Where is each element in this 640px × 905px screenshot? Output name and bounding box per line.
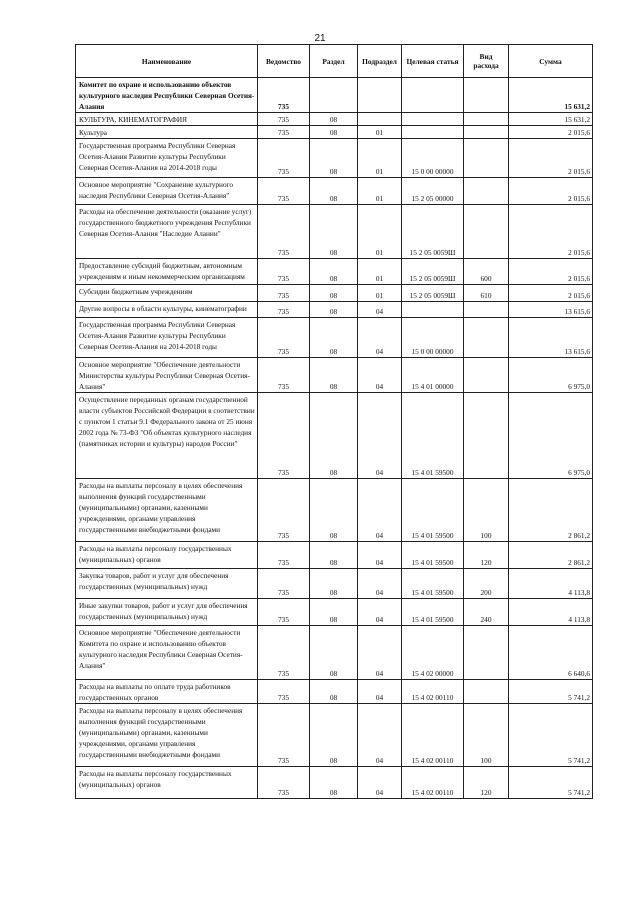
table-row [76, 259, 593, 285]
row-name: Закупка товаров, работ и услуг для обеспечения государственных (муниципальных) нужд [76, 569, 258, 599]
row-target: 15 4 01 59500 [402, 542, 464, 569]
row-section: 08 [310, 318, 358, 358]
row-section: 08 [310, 126, 358, 139]
table-row [76, 302, 593, 318]
row-subsection: 01 [358, 205, 402, 259]
row-target: 15 2 05 0059Ш [402, 285, 464, 302]
row-sum: 2 015,6 [509, 139, 593, 178]
row-name: Основное мероприятие "Сохранение культурного наследия Республики Северная Осетия-Алания" [76, 178, 258, 205]
row-name: Расходы на обеспечение деятельности (оказание услуг) государственного бюджетного учреждения Республики Северная Осетия-Алания "Наследие Алании" [76, 205, 258, 259]
row-subsection: 01 [358, 178, 402, 205]
row-exp-type: 240 [464, 599, 509, 626]
row-sum: 2 861,2 [509, 479, 593, 542]
table-row [76, 178, 593, 205]
row-name: Другие вопросы в области культуры, кинематографии [76, 302, 258, 318]
row-target [402, 126, 464, 139]
row-target [402, 302, 464, 318]
row-dept: 735 [258, 393, 310, 479]
row-subsection: 04 [358, 479, 402, 542]
row-dept: 735 [258, 542, 310, 569]
row-target: 15 4 01 59500 [402, 479, 464, 542]
page-number: 21 [314, 33, 326, 44]
row-dept: 735 [258, 302, 310, 318]
row-sum: 2 015,6 [509, 285, 593, 302]
row-section: 08 [310, 358, 358, 393]
row-exp-type [464, 626, 509, 680]
row-dept: 735 [258, 259, 310, 285]
table-row [76, 626, 593, 680]
row-exp-type [464, 78, 509, 113]
row-name: Основное мероприятие "Обеспечение деятельности Комитета по охране и использованию объектов культурного наследия Республики Северная Осетия-Алания" [76, 626, 258, 680]
table-row [76, 479, 593, 542]
row-dept: 735 [258, 113, 310, 126]
header-name: Наименование [76, 45, 258, 78]
table-row [76, 205, 593, 259]
row-dept: 735 [258, 767, 310, 799]
row-name: Расходы на выплаты персоналу государственных (муниципальных) органов [76, 542, 258, 569]
row-section: 08 [310, 542, 358, 569]
table-row [76, 126, 593, 139]
row-section: 08 [310, 302, 358, 318]
row-target: 15 2 05 0059Ш [402, 205, 464, 259]
row-subsection: 04 [358, 599, 402, 626]
row-exp-type: 100 [464, 479, 509, 542]
row-sum: 6 640,6 [509, 626, 593, 680]
row-exp-type [464, 178, 509, 205]
table-row [76, 139, 593, 178]
row-subsection: 04 [358, 393, 402, 479]
row-dept: 735 [258, 78, 310, 113]
row-name: Культура [76, 126, 258, 139]
row-sum: 5 741,2 [509, 767, 593, 799]
row-section: 08 [310, 680, 358, 704]
row-exp-type [464, 393, 509, 479]
row-dept: 735 [258, 318, 310, 358]
row-section: 08 [310, 626, 358, 680]
row-section: 08 [310, 205, 358, 259]
row-exp-type: 610 [464, 285, 509, 302]
row-sum: 2 015,6 [509, 126, 593, 139]
row-name: Расходы на выплаты персоналу государственных (муниципальных) органов [76, 767, 258, 799]
row-dept: 735 [258, 178, 310, 205]
row-section [310, 78, 358, 113]
header-exp-type: Вид расхода [464, 45, 509, 78]
row-target: 15 4 01 59500 [402, 393, 464, 479]
row-target: 15 4 01 00000 [402, 358, 464, 393]
row-name: Государственная программа Республики Северная Осетия-Алания Развитие культуры Республики Северная Осетия-Алания на 2014-2018 годы [76, 139, 258, 178]
row-section: 08 [310, 113, 358, 126]
row-dept: 735 [258, 126, 310, 139]
row-dept: 735 [258, 285, 310, 302]
table-header-row [76, 45, 593, 78]
row-target [402, 113, 464, 126]
table-row [76, 318, 593, 358]
row-target: 15 4 01 59500 [402, 569, 464, 599]
table-row [76, 358, 593, 393]
row-sum: 13 615,6 [509, 302, 593, 318]
row-name: Комитет по охране и использованию объектов культурного наследия Республики Северная Осетия-Алания [76, 78, 258, 113]
row-exp-type [464, 139, 509, 178]
row-name: Иные закупки товаров, работ и услуг для обеспечения государственных (муниципальных) нужд [76, 599, 258, 626]
row-sum: 6 975,0 [509, 393, 593, 479]
row-dept: 735 [258, 205, 310, 259]
row-sum: 2 015,6 [509, 205, 593, 259]
row-target: 15 4 02 00000 [402, 626, 464, 680]
row-target: 15 0 00 00000 [402, 139, 464, 178]
row-subsection: 04 [358, 626, 402, 680]
row-subsection: 04 [358, 767, 402, 799]
row-subsection: 04 [358, 358, 402, 393]
row-name: Осуществление переданных органам государственной власти субъектов Российской Федерации в соответствии с пунктом 1 статьи 9.1 Федерального закона от 25 июня 2002 года № 73-ФЗ "Об объектах культурного наследия (памятниках истории и культуры) народов России" [76, 393, 258, 479]
row-target: 15 2 05 00000 [402, 178, 464, 205]
header-section: Раздел [310, 45, 358, 78]
row-name: Основное мероприятие "Обеспечение деятельности Министерства культуры Республики Северная Осетия-Алания" [76, 358, 258, 393]
row-subsection: 01 [358, 259, 402, 285]
row-sum: 2 015,6 [509, 259, 593, 285]
row-subsection: 04 [358, 704, 402, 767]
row-subsection [358, 78, 402, 113]
header-dept: Ведомство [258, 45, 310, 78]
table-row [76, 285, 593, 302]
row-sum: 4 113,8 [509, 599, 593, 626]
row-exp-type [464, 680, 509, 704]
row-dept: 735 [258, 358, 310, 393]
row-name: Расходы на выплаты по оплате труда работников государственных органов [76, 680, 258, 704]
row-section: 08 [310, 259, 358, 285]
row-section: 08 [310, 767, 358, 799]
header-target: Целевая статья [402, 45, 464, 78]
row-sum: 2 015,6 [509, 178, 593, 205]
row-dept: 735 [258, 599, 310, 626]
header-subsection: Подраздел [358, 45, 402, 78]
table-row [76, 704, 593, 767]
row-name: Государственная программа Республики Северная Осетия-Алания Развитие культуры Республики Северная Осетия-Алания на 2014-2018 годы [76, 318, 258, 358]
row-section: 08 [310, 178, 358, 205]
row-section: 08 [310, 704, 358, 767]
row-exp-type [464, 318, 509, 358]
row-target: 15 4 02 00110 [402, 704, 464, 767]
row-section: 08 [310, 569, 358, 599]
row-subsection: 04 [358, 569, 402, 599]
row-subsection: 04 [358, 542, 402, 569]
row-name: Субсидии бюджетным учреждениям [76, 285, 258, 302]
row-subsection: 04 [358, 302, 402, 318]
row-exp-type [464, 205, 509, 259]
row-section: 08 [310, 139, 358, 178]
row-target: 15 4 02 00110 [402, 680, 464, 704]
row-dept: 735 [258, 626, 310, 680]
table-row [76, 599, 593, 626]
row-subsection [358, 113, 402, 126]
row-section: 08 [310, 393, 358, 479]
row-sum: 13 615,6 [509, 318, 593, 358]
row-subsection: 01 [358, 126, 402, 139]
row-name: Расходы на выплаты персоналу в целях обеспечения выполнения функций государственными (муниципальными) органами, казенными учреждениями, органами управления государственными внебюджетными фондами [76, 479, 258, 542]
row-exp-type: 120 [464, 542, 509, 569]
row-subsection: 01 [358, 285, 402, 302]
row-dept: 735 [258, 704, 310, 767]
row-subsection: 04 [358, 318, 402, 358]
table-row [76, 569, 593, 599]
row-exp-type: 600 [464, 259, 509, 285]
row-dept: 735 [258, 139, 310, 178]
table-row [76, 113, 593, 126]
row-subsection: 01 [358, 139, 402, 178]
row-sum: 15 631,2 [509, 113, 593, 126]
row-dept: 735 [258, 680, 310, 704]
row-exp-type: 100 [464, 704, 509, 767]
row-dept: 735 [258, 569, 310, 599]
row-sum: 5 741,2 [509, 680, 593, 704]
table-row [76, 542, 593, 569]
table-row [76, 78, 593, 113]
row-section: 08 [310, 479, 358, 542]
row-sum: 2 861,2 [509, 542, 593, 569]
row-dept: 735 [258, 479, 310, 542]
table-row [76, 393, 593, 479]
row-name: Предоставление субсидий бюджетным, автономным учреждениям и иным некоммерческим организациям [76, 259, 258, 285]
row-target [402, 78, 464, 113]
row-exp-type: 120 [464, 767, 509, 799]
row-sum: 4 113,8 [509, 569, 593, 599]
row-target: 15 4 01 59500 [402, 599, 464, 626]
row-name: Расходы на выплаты персоналу в целях обеспечения выполнения функций государственными (муниципальными) органами, казенными учреждениями, органами управления государственными внебюджетными фондами [76, 704, 258, 767]
row-target: 15 4 02 00110 [402, 767, 464, 799]
row-exp-type [464, 113, 509, 126]
row-exp-type [464, 358, 509, 393]
row-exp-type [464, 126, 509, 139]
header-sum: Сумма [509, 45, 593, 78]
table-row [76, 767, 593, 799]
row-exp-type [464, 302, 509, 318]
row-name: КУЛЬТУРА, КИНЕМАТОГРАФИЯ [76, 113, 258, 126]
row-section: 08 [310, 599, 358, 626]
row-sum: 5 741,2 [509, 704, 593, 767]
row-section: 08 [310, 285, 358, 302]
row-subsection: 04 [358, 680, 402, 704]
row-target: 15 2 05 0059Ш [402, 259, 464, 285]
row-exp-type: 200 [464, 569, 509, 599]
budget-table [75, 44, 593, 799]
row-target: 15 0 00 00000 [402, 318, 464, 358]
row-sum: 6 975,0 [509, 358, 593, 393]
row-sum: 15 631,2 [509, 78, 593, 113]
table-row [76, 680, 593, 704]
